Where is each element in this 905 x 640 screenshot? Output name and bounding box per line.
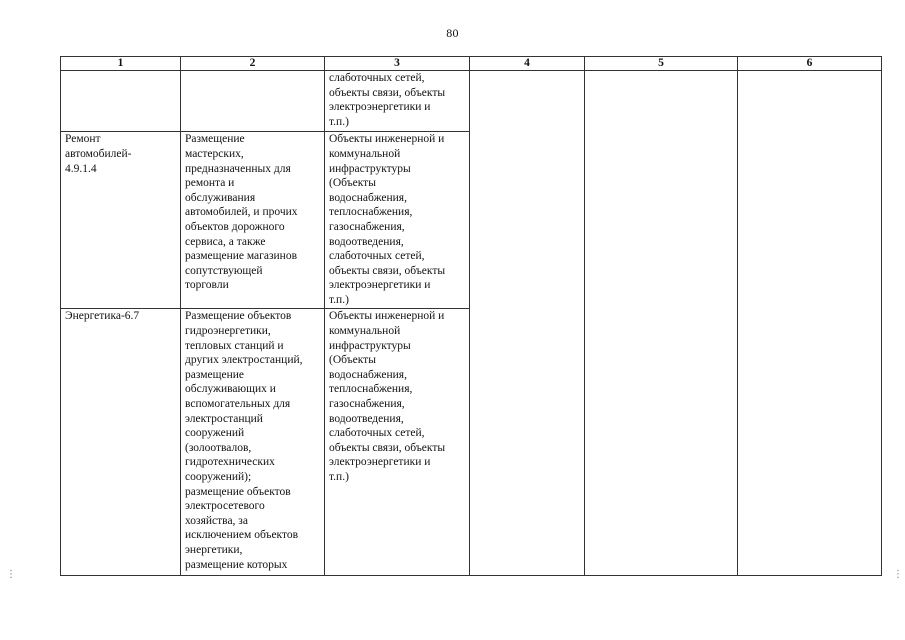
cell-description bbox=[181, 71, 325, 132]
cell-auxiliary-objects: слаботочных сетей, объекты связи, объекты электроэнергетики и т.п.) bbox=[325, 71, 470, 132]
cell-use-type bbox=[61, 71, 181, 132]
cell-auxiliary-objects: Объекты инженерной и коммунальной инфраструктуры (Объекты водоснабжения, теплоснабжения, газоснабжения, водоотведения, слаботочных сетей, объекты связи, объекты электроэнергетики и т.п.) bbox=[325, 132, 470, 309]
cell-description: Размещение объектов гидроэнергетики, тепловых станций и других электростанций, размещение обслуживающих и вспомогательных для электростанций сооружений (золоотвалов, гидротехнических сооружений); размещение объектов электросетевого хозяйства, за исключением объектов энергетики, размещение которых bbox=[181, 309, 325, 576]
column-header-5: 5 bbox=[585, 57, 738, 71]
column-header-2: 2 bbox=[181, 57, 325, 71]
column-header-6: 6 bbox=[738, 57, 882, 71]
column-header-4: 4 bbox=[470, 57, 585, 71]
table-row bbox=[61, 71, 882, 132]
document-table bbox=[60, 56, 882, 576]
cell-use-type: Ремонт автомобилей- 4.9.1.4 bbox=[61, 132, 181, 309]
cell-column-4 bbox=[470, 71, 585, 576]
column-header-3: 3 bbox=[325, 57, 470, 71]
right-scan-margin-mark: ⋮ bbox=[893, 569, 903, 580]
cell-use-type: Энергетика-6.7 bbox=[61, 309, 181, 576]
cell-auxiliary-objects: Объекты инженерной и коммунальной инфраструктуры (Объекты водоснабжения, теплоснабжения, газоснабжения, водоотведения, слаботочных сетей, объекты связи, объекты электроэнергетики и т.п.) bbox=[325, 309, 470, 576]
cell-description: Размещение мастерских, предназначенных для ремонта и обслуживания автомобилей, и прочих объектов дорожного сервиса, а также размещение магазинов сопутствующей торговли bbox=[181, 132, 325, 309]
column-header-1: 1 bbox=[61, 57, 181, 71]
left-scan-margin-mark: ⋮ bbox=[6, 569, 16, 580]
table-header-row bbox=[61, 57, 882, 71]
cell-column-6 bbox=[738, 71, 882, 576]
cell-column-5 bbox=[585, 71, 738, 576]
page-number: 80 bbox=[446, 26, 459, 40]
